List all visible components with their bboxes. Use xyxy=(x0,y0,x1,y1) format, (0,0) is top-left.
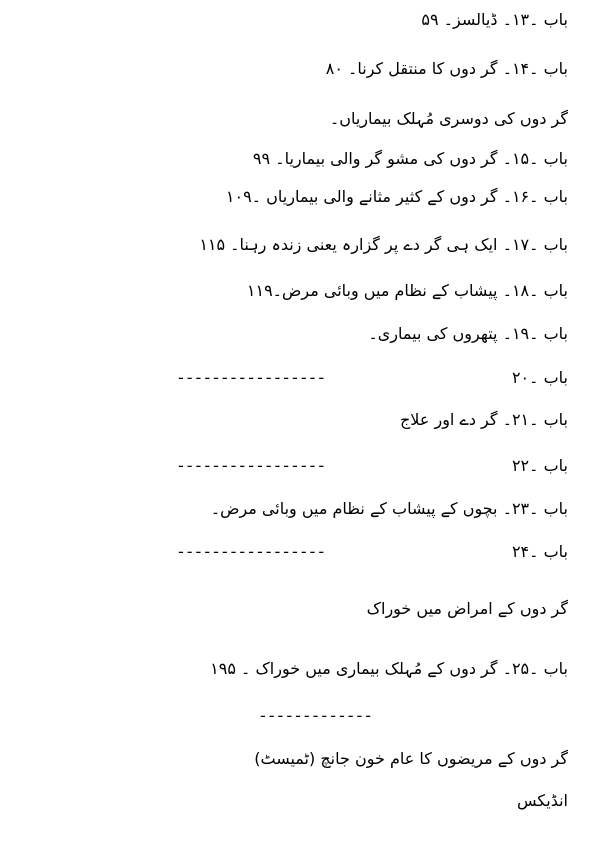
toc-line-chapter-24: باب ۔۲۴ xyxy=(511,542,568,561)
toc-line-chapter-20: باب ۔۲۰ xyxy=(511,368,568,387)
toc-dash-line: ----------------- xyxy=(178,542,328,561)
toc-line-chapter-14: باب ۔۱۴۔ گر دوں کا منتقل کرنا۔ ۸۰ xyxy=(325,59,568,78)
toc-line-chapter-22: باب ۔۲۲ xyxy=(511,456,568,475)
toc-line-index: انڈیکس xyxy=(517,791,568,810)
toc-line-chapter-21: باب ۔۲۱۔ گر دے اور علاج xyxy=(399,410,568,429)
toc-line-chapter-23: باب ۔۲۳۔ بچوں کے پیشاب کے نظام میں وبائی مرض۔ xyxy=(210,499,568,518)
toc-line-chapter-13: باب ۔۱۳۔ ڈیالسز۔ ۵۹ xyxy=(421,10,568,29)
toc-line-other-fatal-diseases: گر دوں کی دوسری مُہلک بیماریاں۔ xyxy=(329,109,568,128)
toc-line-chapter-17: باب ۔۱۷۔ ایک ہی گر دے پر گزارہ یعنی زندہ رہنا۔ ۱۱۵ xyxy=(199,235,568,254)
toc-line-chapter-15: باب ۔۱۵۔ گر دوں کی مشو گر والی بیماریا۔ ۹۹ xyxy=(252,149,568,168)
toc-line-chapter-16: باب ۔۱۶۔ گر دوں کے کثیر مثانے والی بیماریاں ۔۱۰۹ xyxy=(225,187,568,206)
toc-line-chapter-25: باب ۔۲۵۔ گر دوں کے مُہلک بیماری میں خوراک ۔ ۱۹۵ xyxy=(210,659,568,678)
toc-dash-line: ------------- xyxy=(260,706,375,725)
toc-line-chapter-19: باب ۔۱۹۔ پتھروں کی بیماری۔ xyxy=(368,324,568,343)
toc-dash-line: ----------------- xyxy=(178,456,328,475)
toc-dash-line: ----------------- xyxy=(178,368,328,387)
toc-line-blood-tests: گر دوں کے مریضوں کا عام خون جانچ (ٹمیسٹ) xyxy=(254,749,568,768)
toc-line-diet-in-kidney-diseases: گر دوں کے امراض میں خوراک xyxy=(366,599,568,618)
toc-line-chapter-18: باب ۔۱۸۔ پیشاب کے نظام میں وبائی مرض۔۱۱۹ xyxy=(246,281,568,300)
